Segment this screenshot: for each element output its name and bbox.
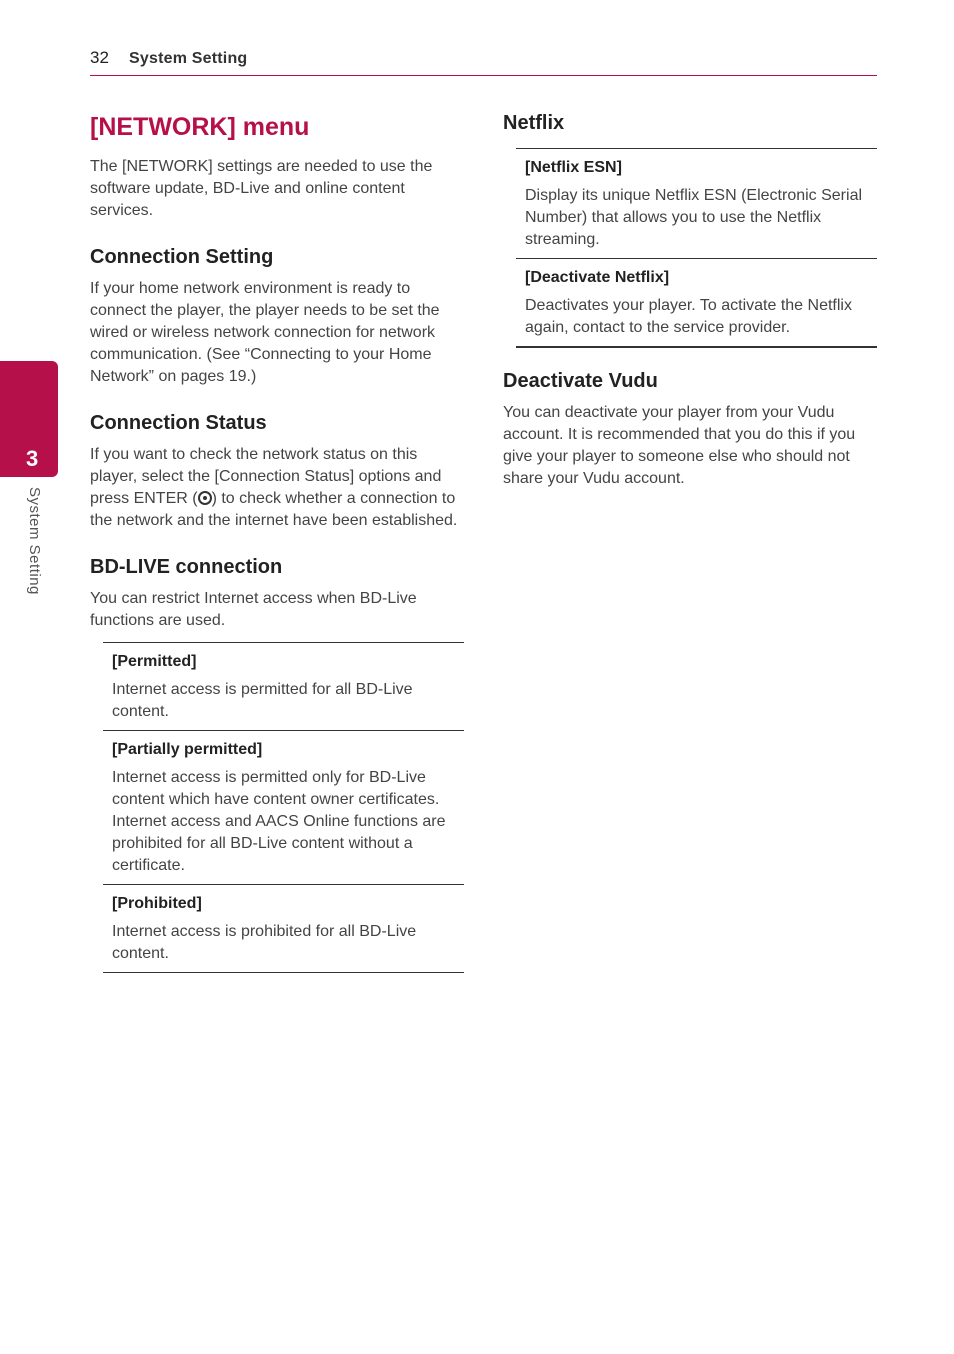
option-name: [Netflix ESN] xyxy=(525,159,622,176)
connection-status-text-a: If you want to check the network status on this player, select the [Connection Status] options and press ENTER ( xyxy=(90,446,442,507)
vudu-text: You can deactivate your player from your Vudu account. It is recommended that you do this if you give your player to someone else who should not share your Vudu account. xyxy=(503,404,856,487)
vudu-section xyxy=(503,368,877,490)
connection-status-text xyxy=(90,444,464,532)
netflix-section xyxy=(503,110,877,348)
chapter-side-label: System Setting xyxy=(26,487,43,595)
right-column xyxy=(503,110,877,490)
intro-text: The [NETWORK] settings are needed to use the software update, BD-Live and online content services. xyxy=(90,158,433,219)
bdlive-section xyxy=(90,554,464,973)
bdlive-text: You can restrict Internet access when BD-Live functions are used. xyxy=(90,590,417,629)
option-description: Internet access is permitted only for BD-Live content which have content owner certificates. Internet access and AACS Online functions are prohibited for all BD-Live content without a certificate. xyxy=(112,769,446,874)
left-column xyxy=(90,110,464,973)
option-row xyxy=(103,730,464,884)
enter-button-icon xyxy=(198,491,212,505)
netflix-options-table xyxy=(516,148,877,348)
option-row xyxy=(516,149,877,258)
option-name: [Partially permitted] xyxy=(112,741,263,758)
header-divider xyxy=(90,75,877,76)
option-description: Deactivates your player. To activate the Netflix again, contact to the service provider. xyxy=(525,297,852,336)
intro-section xyxy=(90,156,464,222)
option-row xyxy=(103,643,464,730)
netflix-heading: Netflix xyxy=(503,112,565,134)
header-section-title: System Setting xyxy=(129,50,248,67)
page-number: 32 xyxy=(90,48,109,67)
bdlive-options-table xyxy=(103,642,464,973)
page-title: [NETWORK] menu xyxy=(90,113,310,141)
option-description: Display its unique Netflix ESN (Electronic Serial Number) that allows you to use the Netflix streaming. xyxy=(525,187,863,248)
connection-status-heading: Connection Status xyxy=(90,412,267,434)
option-name: [Permitted] xyxy=(112,653,197,670)
vudu-heading: Deactivate Vudu xyxy=(503,370,658,392)
connection-setting-text: If your home network environment is ready to connect the player, the player needs to be set the wired or wireless network connection for network communication. (See “Connecting to your Home Network” on pages 19.) xyxy=(90,280,440,385)
option-name: [Prohibited] xyxy=(112,895,202,912)
connection-status-text-b: ) to check whether a connection to the network and the internet have been established. xyxy=(90,490,458,529)
option-description: Internet access is permitted for all BD-Live content. xyxy=(112,681,413,720)
option-description: Internet access is prohibited for all BD-Live content. xyxy=(112,923,417,962)
option-name: [Deactivate Netflix] xyxy=(525,269,670,286)
connection-status-section xyxy=(90,410,464,532)
chapter-number: 3 xyxy=(26,446,39,471)
option-row xyxy=(103,884,464,972)
bdlive-heading: BD-LIVE connection xyxy=(90,556,283,578)
connection-setting-heading: Connection Setting xyxy=(90,246,274,268)
connection-setting-section xyxy=(90,244,464,388)
option-row xyxy=(516,258,877,346)
